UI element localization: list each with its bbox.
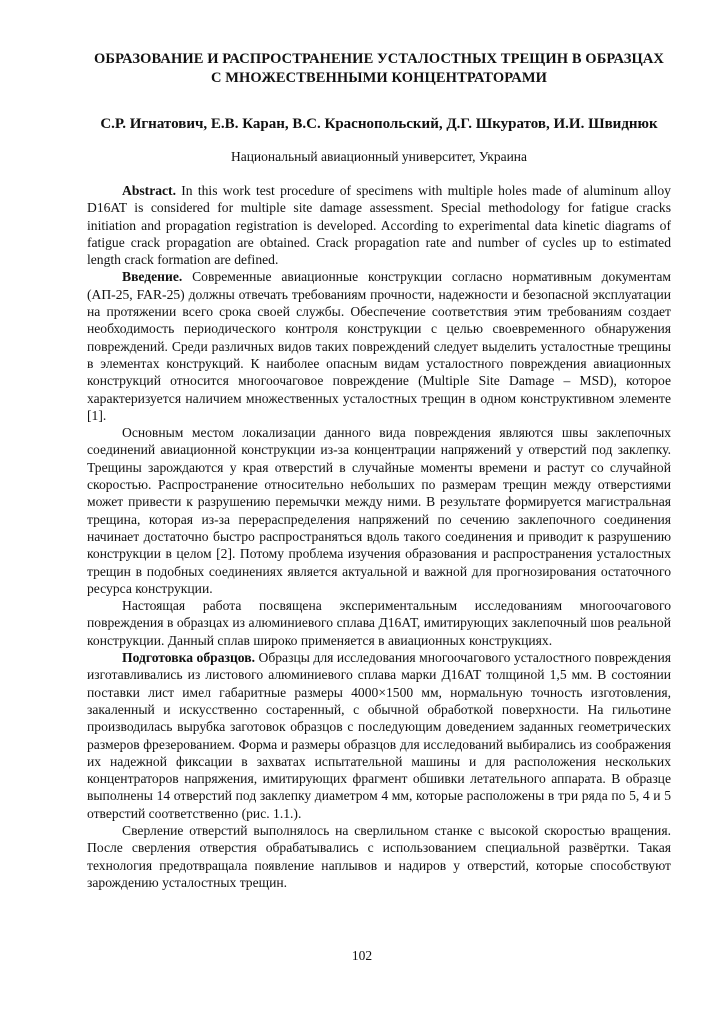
affiliation: Национальный авиационный университет, Украина bbox=[230, 149, 528, 164]
page-number: 102 bbox=[351, 948, 373, 963]
abstract-paragraph bbox=[87, 182, 671, 268]
abstract-text: In this work test procedure of specimens with multiple holes made of aluminum alloy D16AT is considered for multiple site damage assessment. Special methodology for fatigue cracks initiation and propagation registration is developed. According to experimental data kinetic diagrams of fatigue crack propagation are obtained. Crack propagation rate and number of cycles up to estimated length crack formation are defined. bbox=[87, 183, 671, 268]
paragraph-purpose: Настоящая работа посвящена экспериментальным исследованиям многоочагового повреждения в образцах из алюминиевого сплава Д16АТ, имитирующих заклепочный шов реальной конструкции. Данный сплав широко применяется в авиационных конструкциях. bbox=[87, 598, 671, 648]
paragraph-drilling: Сверление отверстий выполнялось на сверлильном станке с высокой скоростью вращения. После сверления отверстия обрабатывались с использованием специальной развёртки. Такая технология предотвращала появление наплывов и надиров у отверстий, которые способствуют зарождению усталостных трещин. bbox=[87, 822, 671, 890]
paragraph-localization: Основным местом локализации данного вида повреждения являются швы заклепочных соединений авиационной конструкции из-за концентрации напряжений у отверстий под заклепку. Трещины зарождаются у края отверстий в случайные моменты времени и растут со случайной скоростью. Распространение относительно небольших по размерам трещин между отверстиями может привести к разрушению перемычки между ними. В результате формируется магистральная трещина, которая из-за перераспределения напряжений по сечению заклепочного соединения начинает достаточно быстро распространяться вдоль такого соединения и приводит к разрушению конструкции в целом [2]. Потому проблема изучения образования и распространения усталостных трещин в подобных соединениях является актуальной и важной для прогнозирования остаточного ресурса конструкции. bbox=[87, 425, 671, 596]
paper-page bbox=[87, 50, 671, 891]
intro-paragraph bbox=[87, 268, 671, 424]
prep-label: Подготовка образцов. bbox=[122, 650, 255, 666]
intro-text: Современные авиационные конструкции согласно нормативным документам (АП-25, FAR-25) должны отвечать требованиям прочности, надежности и безопасной эксплуатации на протяжении всего срока своей службы. Обеспечение соответствия этим требованиям создает необходимость периодического контроля конструкции с целью своевременного обнаружения повреждений. Среди различных видов таких повреждений следует выделить усталостные трещины в элементах конструкций. К наиболее опасным видам усталостного повреждения авиационных конструкций относится многоочаговое повреждение (Multiple Site Damage – MSD), которое характеризуется наличием множественных усталостных трещин в одном конструктивном элементе [1]. bbox=[87, 269, 671, 423]
abstract-label: Abstract. bbox=[122, 183, 176, 198]
prep-paragraph bbox=[87, 649, 671, 822]
paper-title: ОБРАЗОВАНИЕ И РАСПРОСТРАНЕНИЕ УСТАЛОСТНЫХ ТРЕЩИН В ОБРАЗЦАХ С МНОЖЕСТВЕННЫМИ КОНЦЕНТРАТОРАМИ bbox=[94, 51, 664, 86]
authors: С.Р. Игнатович, Е.В. Каран, В.С. Краснопольский, Д.Г. Шкуратов, И.И. Швиднюк bbox=[100, 116, 658, 132]
intro-label: Введение. bbox=[122, 269, 183, 285]
body-text bbox=[87, 182, 671, 891]
prep-text: Образцы для исследования многоочагового усталостного повреждения изготавливались из листового алюминиевого сплава марки Д16АТ толщиной 1,5 мм. В состоянии поставки лист имел габаритные размеры 4000×1500 мм, нормальную точность изготовления, закаленный и искусственно состаренный, с обычной обработкой поверхности. На гильотине производилась вырубка заготовок образцов с последующим доведением заданных геометрических размеров фрезерованием. Форма и размеры образцов для исследований выбирались из соображения их надежной фиксации в захватах испытательной машины и для расположения нескольких концентраторов напряжения, имитирующих фрагмент обшивки летательного аппарата. В образце выполнены 14 отверстий под заклепку диаметром 4 мм, которые расположены в три ряда по 5, 4 и 5 отверстий соответственно (рис. 1.1.). bbox=[87, 650, 671, 821]
